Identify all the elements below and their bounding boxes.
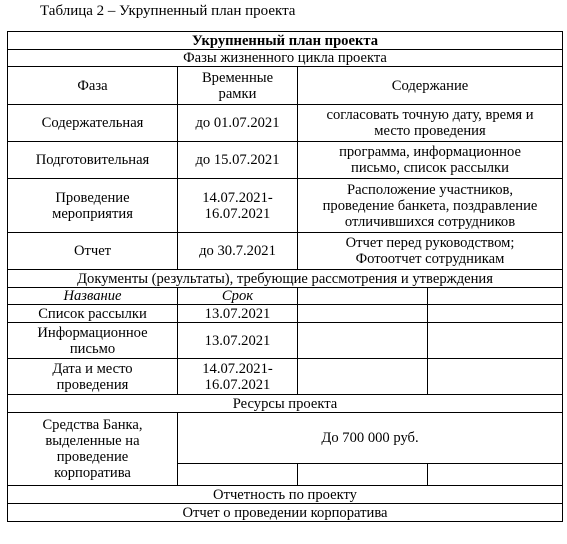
empty-cell (298, 323, 428, 359)
documents-section-header: Документы (результаты), требующие рассмотрения и утверждения (8, 270, 563, 288)
doc-deadline: 13.07.2021 (178, 323, 298, 359)
empty-cell (298, 305, 428, 323)
document-row (8, 323, 563, 359)
phase-content: программа, информационное письмо, список рассылки (298, 142, 563, 179)
phase-row (8, 233, 563, 270)
timeframe-column-header: Временные рамки (178, 67, 298, 105)
phase-row (8, 142, 563, 179)
empty-cell (298, 464, 428, 486)
empty-cell (428, 323, 563, 359)
phase-content: согласовать точную дату, время и место проведения (298, 105, 563, 142)
doc-name-header: Название (8, 288, 178, 305)
phases-section-header: Фазы жизненного цикла проекта (8, 50, 563, 67)
phase-timeframe: до 15.07.2021 (178, 142, 298, 179)
document-row (8, 305, 563, 323)
phase-content: Отчет перед руководством; Фотоотчет сотрудникам (298, 233, 563, 270)
reporting-section-header: Отчетность по проекту (8, 486, 563, 504)
phase-content: Расположение участников, проведение банкета, поздравление отличившихся сотрудников (298, 179, 563, 233)
empty-cell (428, 359, 563, 395)
empty-cell (298, 288, 428, 305)
phase-timeframe: до 01.07.2021 (178, 105, 298, 142)
resource-amount: До 700 000 руб. (178, 413, 563, 464)
phase-name: Проведение мероприятия (8, 179, 178, 233)
resource-name: Средства Банка, выделенные на проведение корпоратива (8, 413, 178, 486)
phase-timeframe: до 30.7.2021 (178, 233, 298, 270)
empty-cell (298, 359, 428, 395)
resources-section-header: Ресурсы проекта (8, 395, 563, 413)
doc-name: Дата и место проведения (8, 359, 178, 395)
doc-deadline: 13.07.2021 (178, 305, 298, 323)
table-caption: Таблица 2 – Укрупненный план проекта (40, 3, 296, 19)
doc-deadline-header: Срок (178, 288, 298, 305)
doc-deadline: 14.07.2021- 16.07.2021 (178, 359, 298, 395)
empty-cell (428, 288, 563, 305)
empty-cell (428, 464, 563, 486)
report-cell: Отчет о проведении корпоратива (8, 504, 563, 522)
empty-cell (178, 464, 298, 486)
phase-row (8, 105, 563, 142)
doc-name: Информационное письмо (8, 323, 178, 359)
doc-name: Список рассылки (8, 305, 178, 323)
phase-column-header: Фаза (8, 67, 178, 105)
content-column-header: Содержание (298, 67, 563, 105)
phase-name: Отчет (8, 233, 178, 270)
empty-cell (428, 305, 563, 323)
project-plan-table (7, 31, 563, 522)
phase-timeframe: 14.07.2021- 16.07.2021 (178, 179, 298, 233)
phase-row (8, 179, 563, 233)
table-title: Укрупненный план проекта (8, 32, 563, 50)
document-row (8, 359, 563, 395)
phase-name: Содержательная (8, 105, 178, 142)
phase-name: Подготовительная (8, 142, 178, 179)
